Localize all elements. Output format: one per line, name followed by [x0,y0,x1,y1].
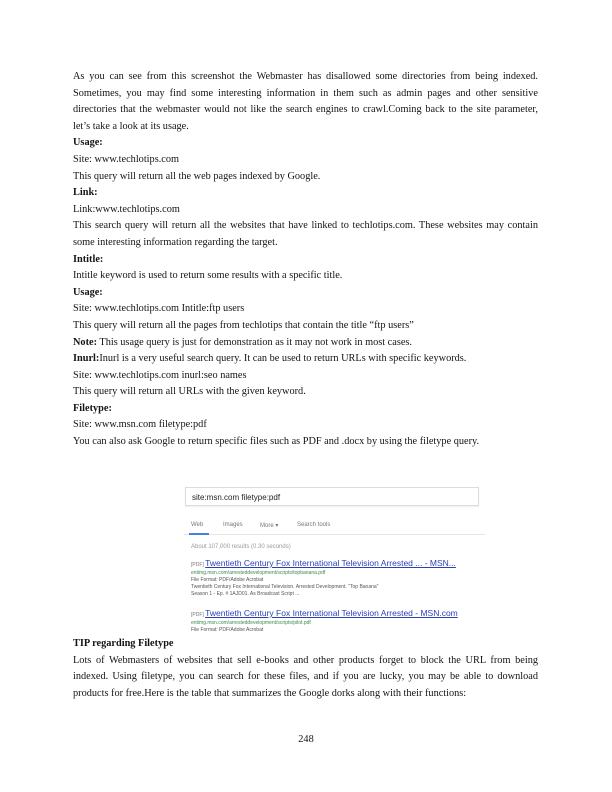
result-snippet-line: Twentieth Century Fox International Television. Arrested Development. "Top Banana" [191,584,379,590]
search-result [191,558,456,598]
example-filetype: Site: www.msn.com filetype:pdf [73,419,207,431]
tab-search-tools[interactable]: Search tools [297,522,331,528]
note-line [73,335,538,352]
search-input[interactable]: site:msn.com filetype:pdf [185,487,479,506]
inurl-line [73,351,538,368]
pdf-tag: [PDF] [191,612,204,618]
heading-filetype: Filetype: [73,402,112,414]
tab-images[interactable]: Images [223,522,243,528]
result-url: entimg.msn.com/arresteddevelopment/scripts/topbanana.pdf [191,570,326,576]
desc-filetype: You can also ask Google to return specific files such as PDF and .docx by using the filetype query. [73,436,480,448]
active-tab-indicator [189,533,209,535]
inurl-text: Inurl is a very useful search query. It can be used to return URLs with specific keywords. [99,353,467,365]
google-search-screenshot [174,479,485,633]
example-link: Link:www.techlotips.com [73,203,180,215]
heading-usage: Usage: [73,137,103,149]
desc-site: This query will return all the web pages indexed by Google. [73,170,321,182]
example-inurl: Site: www.techlotips.com inurl:seo names [73,369,247,381]
heading-usage-2: Usage: [73,286,103,298]
desc-intitle: Intitle keyword is used to return some results with a specific title. [73,270,343,282]
tabs-divider [184,534,485,535]
note-text: This usage query is just for demonstration as it may not work in most cases. [97,336,412,348]
desc-inurl: This query will return all URLs with the given keyword. [73,386,306,398]
example-site: Site: www.techlotips.com [73,153,180,165]
example-intitle: Site: www.techlotips.com Intitle:ftp users [73,303,245,315]
tab-web[interactable]: Web [191,522,204,528]
result-stats: About 107,000 results (0.30 seconds) [191,544,291,550]
result-url: entimg.msn.com/arresteddevelopment/scripts/pilot.pdf [191,620,311,626]
result-title-link[interactable]: Twentieth Century Fox International Television Arrested - MSN.com [205,608,458,618]
tab-more[interactable]: More ▾ [260,523,279,529]
search-result [191,608,458,634]
heading-link: Link: [73,187,98,199]
note-label: Note: [73,336,98,348]
desc-link: This search query will return all the websites that have linked to techlotips.com. These websites may contain some interesting information regarding the target. [73,220,538,248]
result-snippet-line: Season 1 - Ep. # 1AJD01. As Broadcast Script ... [191,591,300,597]
pdf-tag: [PDF] [191,562,204,568]
result-snippet-line: File Format: PDF/Adobe Acrobat [191,577,264,583]
body-text [73,69,538,451]
inurl-label: Inurl: [73,353,100,365]
desc-intitle-example: This query will return all the pages from techlotips that contain the title “ftp users” [73,319,414,331]
result-snippet-line: File Format: PDF/Adobe Acrobat [191,627,264,633]
paragraph-intro: As you can see from this screenshot the Webmaster has disallowed some directories from being indexed. Sometimes, you may find some interesting information in them such as admin pages and other sensitive directories that the webmaster would not like the search engines to crawl.Coming back to the site parameter, let’s take a look at its usage. [73,71,538,132]
result-title-link[interactable]: Twentieth Century Fox International Television Arrested ... - MSN... [205,558,456,568]
page-number: 248 [298,734,314,745]
tip-section [73,636,538,702]
heading-intitle: Intitle: [73,253,104,265]
tip-heading: TIP regarding Filetype [73,638,174,649]
tip-text: Lots of Webmasters of websites that sell e-books and other products forget to block the URL from being indexed. Using filetype, you can search for these files, and if you are lucky, you may be able to download products for free.Here is the table that summarizes the Google dorks along with their functions: [73,654,538,699]
